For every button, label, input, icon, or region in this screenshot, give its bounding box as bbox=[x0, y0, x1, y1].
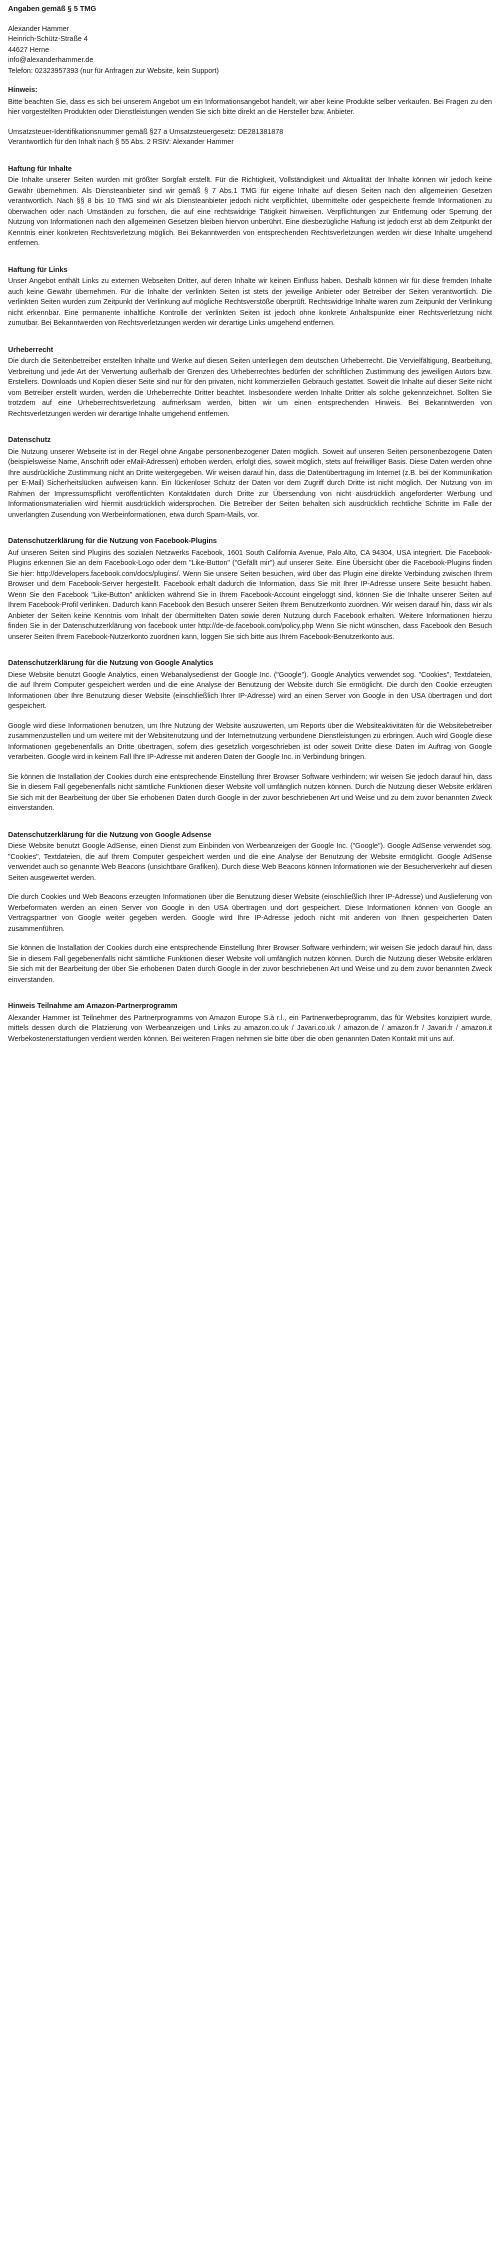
section-heading: Haftung für Links bbox=[8, 264, 68, 274]
section-copyright bbox=[8, 345, 492, 420]
notice-heading: Hinweis: bbox=[8, 85, 38, 94]
vat-block bbox=[8, 127, 492, 148]
phone-number: Telefon: 02323957393 (nur für Anfragen zur Website, kein Support) bbox=[8, 66, 219, 75]
section-paragraph: Diese Website benutzt Google Analytics, einen Webanalysedienst der Google Inc. ("Google"). Google Analytics verwendet sog. "Cookies", Textdateien, die auf Ihrem Computer gespeichert werden und die eine Analyse der Benutzung der Website durch Sie ermöglicht. Die durch den Cookie erzeugten Informationen über Ihre Benutzung dieser Website (einschließlich Ihrer IP-Adresse) wird an einen Server von Google in den USA übertragen und dort gespeichert. bbox=[8, 670, 492, 710]
section-paragraph: Die Nutzung unserer Webseite ist in der Regel ohne Angabe personenbezogener Daten möglich. Soweit auf unseren Seiten personenbezogene Daten (beispielsweise Name, Anschrift oder eMail-Adressen) erhoben werden, erfolgt dies, soweit möglich, stets auf freiwilliger Basis. Diese Daten werden ohne Ihre ausdrückliche Zustimmung nicht an Dritte weitergegeben. Wir weisen darauf hin, dass die Datenübertragung im Internet (z.B. bei der Kommunikation per E-Mail) Sicherheitslücken aufweisen kann. Ein lückenloser Schutz der Daten vor dem Zugriff durch Dritte ist nicht möglich. Der Nutzung von im Rahmen der Impressumspflicht veröffentlichten Kontaktdaten durch Dritte zur Übersendung von nicht ausdrücklich angeforderter Werbung und Informationsmaterialien wird hiermit ausdrücklich widersprochen. Die Betreiber der Seiten behalten sich ausdrücklich rechtliche Schritte im Falle der unverlangten Zusendung von Werbeinformationen, etwa durch Spam-Mails, vor. bbox=[8, 447, 492, 519]
section-google-analytics bbox=[8, 658, 492, 814]
street-address: Heinrich-Schütz-Straße 4 bbox=[8, 35, 88, 43]
section-heading: Datenschutzerklärung für die Nutzung von Google Adsense bbox=[8, 829, 212, 839]
section-paragraph: Alexander Hammer ist Teilnehmer des Partnerprogramms von Amazon Europe S.à r.l., ein Partnerwerbeprogramm, das für Websites konzipiert wurde, mittels dessen durch die Platzierung von Werbeanzeigen und Links zu amazon.co.uk / Javari.co.uk / amazon.de / amazon.fr / Javari.fr / amazon.it Werbekostenerstattungen verdient werden können. Bei weiteren Fragen nehmen sie bitte über die oben genannten Daten Kontakt mit uns auf. bbox=[8, 1013, 492, 1043]
section-amazon-partner bbox=[8, 1001, 492, 1044]
section-paragraph: Auf unseren Seiten sind Plugins des sozialen Netzwerks Facebook, 1601 South California Avenue, Palo Alto, CA 94304, USA integriert. Die Facebook-Plugins erkennen Sie an dem Facebook-Logo oder dem "Like-Button" ("Gefällt mir") auf unserer Seite. Eine Übersicht über die Facebook-Plugins finden Sie hier: http://developers.facebook.com/docs/plugins/. Wenn Sie unsere Seiten besuchen, wird über das Plugin eine direkte Verbindung zwischen Ihrem Browser und dem Facebook-Server hergestellt. Facebook erhält dadurch die Information, dass Sie mit Ihrer IP-Adresse unsere Seite besucht haben. Wenn Sie den Facebook "Like-Button" anklicken während Sie in Ihrem Facebook-Account eingeloggt sind, können Sie die Inhalte unserer Seiten auf Ihrem Facebook-Profil verlinken. Dadurch kann Facebook den Besuch unserer Seiten Ihrem Benutzerkonto zuordnen. Wir weisen darauf hin, dass wir als Anbieter der Seiten keine Kenntnis vom Inhalt der übermittelten Daten sowie deren Nutzung durch Facebook erhalten. Weitere Informationen hierzu finden Sie in der Datenschutzerklärung von facebook unter http://de-de.facebook.com/policy.php Wenn Sie nicht wünschen, dass Facebook den Besuch unserer Seiten Ihrem Facebook-Nutzerkonto zuordnen kann, loggen Sie sich bitte aus Ihrem Facebook-Benutzerkonto aus. bbox=[8, 548, 492, 641]
section-paragraph: Die durch Cookies und Web Beacons erzeugten Informationen über die Benutzung dieser Website (einschließlich Ihrer IP-Adresse) und Auslieferung von Werbeformaten werden an einen Server von Google in den USA übertragen und dort gespeichert. Diese Informationen können von Google an Vertragspartner von Google weiter gegeben werden. Google wird Ihre IP-Adresse jedoch nicht mit anderen von Ihnen gespeicherten Daten zusammenführen. bbox=[8, 893, 492, 933]
section-heading: Datenschutzerklärung für die Nutzung von Facebook-Plugins bbox=[8, 536, 217, 545]
section-google-adsense bbox=[8, 830, 492, 986]
section-paragraph: Google wird diese Informationen benutzen, um Ihre Nutzung der Website auszuwerten, um Reports über die Websiteaktivitäten für die Websitebetreiber zusammenzustellen und um weitere mit der Websitenutzung und der Internetnutzung verbundene Dienstleistungen zu erbringen. Auch wird Google diese Informationen gegebenenfalls an Dritte übertragen, sofern dies gesetzlich vorgeschrieben ist oder soweit Dritte diese Daten im Auftrag von Google verarbeiten. Google wird in keinem Fall Ihre IP-Adresse mit anderen Daten der Google Inc. in Verbindung bringen. bbox=[8, 721, 492, 761]
section-facebook-plugins bbox=[8, 536, 492, 642]
section-heading: Urheberrecht bbox=[8, 344, 54, 354]
section-paragraph: Unser Angebot enthält Links zu externen Webseiten Dritter, auf deren Inhalte wir keinen Einfluss haben. Deshalb können wir für diese fremden Inhalte auch keine Gewähr übernehmen. Für die Inhalte der verlinkten Seiten ist stets der jeweilige Anbieter oder Betreiber der Seiten verantwortlich. Die verlinkten Seiten wurden zum Zeitpunkt der Verlinkung auf mögliche Rechtsverstöße überprüft. Rechtswidrige Inhalte waren zum Zeitpunkt der Verlinkung nicht erkennbar. Eine permanente inhaltliche Kontrolle der verlinkten Seiten ist jedoch ohne konkrete Anhaltspunkte einer Rechtsverletzung nicht zumutbar. Bei Bekanntwerden von Rechtsverletzungen werden wir derartige Links umgehend entfernen. bbox=[8, 277, 492, 327]
section-heading: Haftung für Inhalte bbox=[8, 163, 72, 173]
notice-text: Bitte beachten Sie, dass es sich bei unserem Angebot um ein Informationsangebot handelt, wir aber keine Produkte selber verkaufen. Bei Fragen zu den hier vorgestellten Produkten oder Dienstleistungen wenden Sie sich bitte direkt an die Hersteller bzw. Anbieter. bbox=[8, 97, 492, 116]
section-heading: Datenschutz bbox=[8, 435, 51, 444]
section-liability-links bbox=[8, 265, 492, 329]
section-heading: Hinweis Teilnahme am Amazon-Partnerprogramm bbox=[8, 1001, 178, 1010]
section-paragraph: Diese Website benutzt Google AdSense, einen Dienst zum Einbinden von Werbeanzeigen der Google Inc. ("Google"). Google AdSense verwendet sog. "Cookies", Textdateien, die auf Ihrem Computer gespeichert werden und die eine Analyse der Benutzung der Website ermöglicht. Google AdSense verwendet auch so genannte Web Beacons (unsichtbare Grafiken). Durch diese Web Beacons können Informationen wie der Besucherverkehr auf diesen Seiten ausgewertet werden. bbox=[8, 842, 492, 882]
section-liability-content bbox=[8, 164, 492, 249]
owner-name: Alexander Hammer bbox=[8, 24, 70, 33]
page-title: Angaben gemäß § 5 TMG bbox=[8, 4, 97, 13]
section-privacy bbox=[8, 435, 492, 520]
section-paragraph: Die Inhalte unserer Seiten wurden mit größter Sorgfalt erstellt. Für die Richtigkeit, Vollständigkeit und Aktualität der Inhalte können wir jedoch keine Gewähr übernehmen. Als Diensteanbieter sind wir gemäß § 7 Abs.1 TMG für eigene Inhalte auf diesen Seiten nach den allgemeinen Gesetzen verantwortlich. Nach §§ 8 bis 10 TMG sind wir als Diensteanbieter jedoch nicht verpflichtet, übermittelte oder gespeicherte fremde Informationen zu überwachen oder nach Umständen zu forschen, die auf eine rechtswidrige Tätigkeit hinweisen. Verpflichtungen zur Entfernung oder Sperrung der Nutzung von Informationen nach den allgemeinen Gesetzen bleiben hiervon unberührt. Eine diesbezügliche Haftung ist jedoch erst ab dem Zeitpunkt der Kenntnis einer konkreten Rechtsverletzung möglich. Bei Bekanntwerden von entsprechenden Rechtsverletzungen werden wir diese Inhalte umgehend entfernen. bbox=[8, 176, 492, 247]
section-paragraph: Sie können die Installation der Cookies durch eine entsprechende Einstellung Ihrer Browser Software verhindern; wir weisen Sie jedoch darauf hin, dass Sie in diesem Fall gegebenenfalls nicht sämtliche Funktionen dieser Website voll umfänglich nutzen können. Durch die Nutzung dieser Website erklären Sie sich mit der Bearbeitung der über Sie erhobenen Daten durch Google in der zuvor beschriebenen Art und Weise und zu dem zuvor benannten Zweck einverstanden. bbox=[8, 944, 492, 984]
responsible-person: Verantwortlich für den Inhalt nach § 55 Abs. 2 RStV: Alexander Hammer bbox=[8, 138, 234, 146]
section-paragraph: Sie können die Installation der Cookies durch eine entsprechende Einstellung Ihrer Browser Software verhindern; wir weisen Sie jedoch darauf hin, dass Sie in diesem Fall gegebenenfalls nicht sämtliche Funktionen dieser Website voll umfänglich nutzen können. Durch die Nutzung dieser Website erklären Sie sich mit der Bearbeitung der über Sie erhobenen Daten durch Google in der zuvor beschriebenen Art und Weise und zu dem zuvor benannten Zweck einverstanden. bbox=[8, 772, 492, 812]
email-address: info@alexanderhammer.de bbox=[8, 56, 94, 64]
vat-id: Umsatzsteuer-Identifikationsnummer gemäß §27 a Umsatzsteuergesetz: DE281381878 bbox=[8, 127, 284, 136]
section-heading: Datenschutzerklärung für die Nutzung von Google Analytics bbox=[8, 658, 214, 667]
imprint-page bbox=[0, 0, 500, 1044]
address-block bbox=[8, 24, 492, 77]
postal-city: 44627 Herne bbox=[8, 45, 50, 54]
section-paragraph: Die durch die Seitenbetreiber erstellten Inhalte und Werke auf diesen Seiten unterliegen dem deutschen Urheberrecht. Die Vervielfältigung, Bearbeitung, Verbreitung und jede Art der Verwertung außerhalb der Grenzen des Urheberrechtes bedürfen der schriftlichen Zustimmung des jeweiligen Autors bzw. Erstellers. Downloads und Kopien dieser Seite sind nur für den privaten, nicht kommerziellen Gebrauch gestattet. Soweit die Inhalte auf dieser Seite nicht vom Betreiber erstellt wurden, werden die Urheberrechte Dritter beachtet. Insbesondere werden Inhalte Dritter als solche gekennzeichnet. Sollten Sie trotzdem auf eine Urheberrechtsverletzung aufmerksam werden, bitten wir um einen entsprechenden Hinweis. Bei Bekanntwerden von Rechtsverletzungen werden wir derartige Inhalte umgehend entfernen. bbox=[8, 357, 492, 418]
